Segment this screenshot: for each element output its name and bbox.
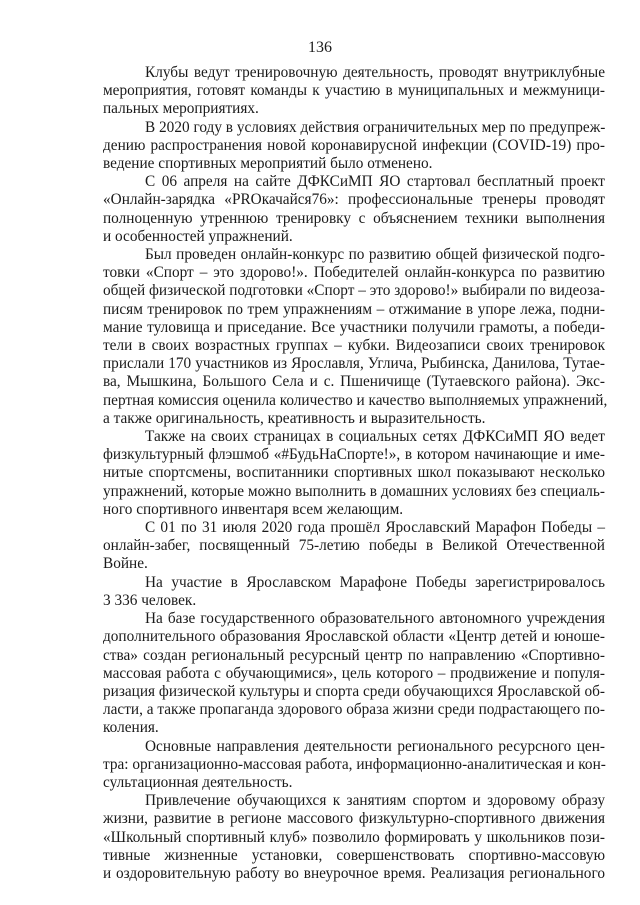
paragraph xyxy=(103,64,605,119)
text-line: полноценную утреннюю тренировку с объяснением техники выполнения xyxy=(103,209,605,227)
page-number: 136 xyxy=(308,39,332,56)
paragraph xyxy=(103,574,605,610)
text-line: «Школьный спортивный клуб» позволило формировать у школьников пози- xyxy=(103,828,605,846)
text-line: тра: организационно-массовая работа, информационно-аналитическая и кон- xyxy=(103,755,606,773)
text-line: На базе государственного образовательного автономного учреждения xyxy=(145,610,605,628)
text-line: онлайн-забег, посвященный 75-летию победы в Великой Отечественной xyxy=(103,537,605,555)
text-line: мание туловища и приседание. Все участники получили грамоты, а победи- xyxy=(103,318,605,336)
text-line: физкультурный флэшмоб «#БудьНаСпорте!», в котором начинающие и име- xyxy=(103,446,605,464)
paragraph xyxy=(103,738,605,793)
text-line: общей физической подготовки «Спорт – это здорово!» выбирали по видеоза- xyxy=(103,282,605,300)
paragraph xyxy=(103,428,605,519)
text-line: ства» создан региональный ресурсный центр по направлению «Спортивно- xyxy=(103,646,605,664)
text-line: ва, Мышкина, Большого Села и с. Пшеничище (Тутаевского района). Экс- xyxy=(103,373,605,391)
text-line: Клубы ведут тренировочную деятельность, проводят внутриклубные xyxy=(145,64,605,81)
text-line: пертная комиссия оценила количество и качество выполняемых упражнений, xyxy=(103,391,608,409)
text-line: ризация физической культуры и спорта среди обучающихся Ярославской об- xyxy=(103,682,605,700)
text-line: упражнений, которые можно выполнить в домашних условиях без специаль- xyxy=(103,482,605,500)
text-line: С 01 по 31 июля 2020 года прошёл Ярославский Марафон Победы – xyxy=(145,519,605,537)
text-line: Также на своих страницах в социальных сетях ДФКСиМП ЯО ведет xyxy=(145,428,605,446)
text-line: На участие в Ярославском Марафоне Победы зарегистрировалось xyxy=(145,573,605,591)
text-line: тивные жизненные установки, совершенствовать спортивно-массовую xyxy=(103,846,605,864)
text-line: коления. xyxy=(103,719,159,737)
text-line: жизни, развитие в регионе массового физкультурно-спортивного движения xyxy=(103,810,605,828)
paragraph xyxy=(103,610,605,737)
text-line: Привлечение обучающихся к занятиям спортом и здоровому образу xyxy=(145,792,605,810)
text-line: массовая работа с обучающимися», цель которого – продвижение и популя- xyxy=(103,664,605,682)
text-line: пальных мероприятиях. xyxy=(103,100,259,118)
text-line: В 2020 году в условиях действия ограничительных мер по предупреж- xyxy=(145,118,606,136)
text-line: 3 336 человек. xyxy=(103,591,197,609)
text-line: писям тренировок по трем упражнениям – отжимание в упоре лежа, подни- xyxy=(103,300,605,318)
text-line: ласти, а также пропаганда здорового образа жизни среди подрастающего по- xyxy=(103,701,605,719)
text-line: Был проведен онлайн-конкурс по развитию общей физической подго- xyxy=(145,246,605,264)
text-line: дополнительного образования Ярославской области «Центр детей и юноше- xyxy=(103,628,605,646)
text-line: а также оригинальность, креативность и выразительность. xyxy=(103,409,486,427)
text-line: нитые спортсмены, воспитанники спортивных школ показывают несколько xyxy=(103,464,605,482)
text-line: Основные направления деятельности регионального ресурсного цен- xyxy=(145,737,605,755)
text-line: ного спортивного инвентаря всем желающим. xyxy=(103,500,404,518)
text-line: дению распространения новой коронавирусной инфекции (COVID-19) про- xyxy=(103,136,605,154)
text-line: товки «Спорт – это здорово!». Победителей онлайн-конкурса по развитию xyxy=(103,264,605,282)
text-line: Войне. xyxy=(103,555,148,573)
document-body xyxy=(103,64,608,883)
text-line: и особенностей упражнений. xyxy=(103,227,293,245)
text-line: «Онлайн-зарядка «PROкачайся76»: профессиональные тренеры проводят xyxy=(103,191,605,209)
text-line: С 06 апреля на сайте ДФКСиМП ЯО стартовал бесплатный проект xyxy=(145,173,605,191)
text-line: мероприятия, готовят команды к участию в муниципальных и межмуници- xyxy=(103,82,605,100)
text-line: сультационная деятельность. xyxy=(103,773,293,791)
paragraph xyxy=(103,173,605,246)
paragraph xyxy=(103,246,608,428)
paragraph xyxy=(103,119,605,174)
paragraph xyxy=(103,519,605,574)
text-line: и оздоровительную работу во внеурочное время. Реализация регионального xyxy=(103,864,605,882)
text-line: прислали 170 участников из Ярославля, Углича, Рыбинска, Данилова, Тутае- xyxy=(103,355,605,373)
text-line: тели в своих возрастных группах – кубки. Видеозаписи своих тренировок xyxy=(103,337,605,355)
text-line: ведение спортивных мероприятий было отменено. xyxy=(103,155,433,173)
paragraph xyxy=(103,792,605,883)
